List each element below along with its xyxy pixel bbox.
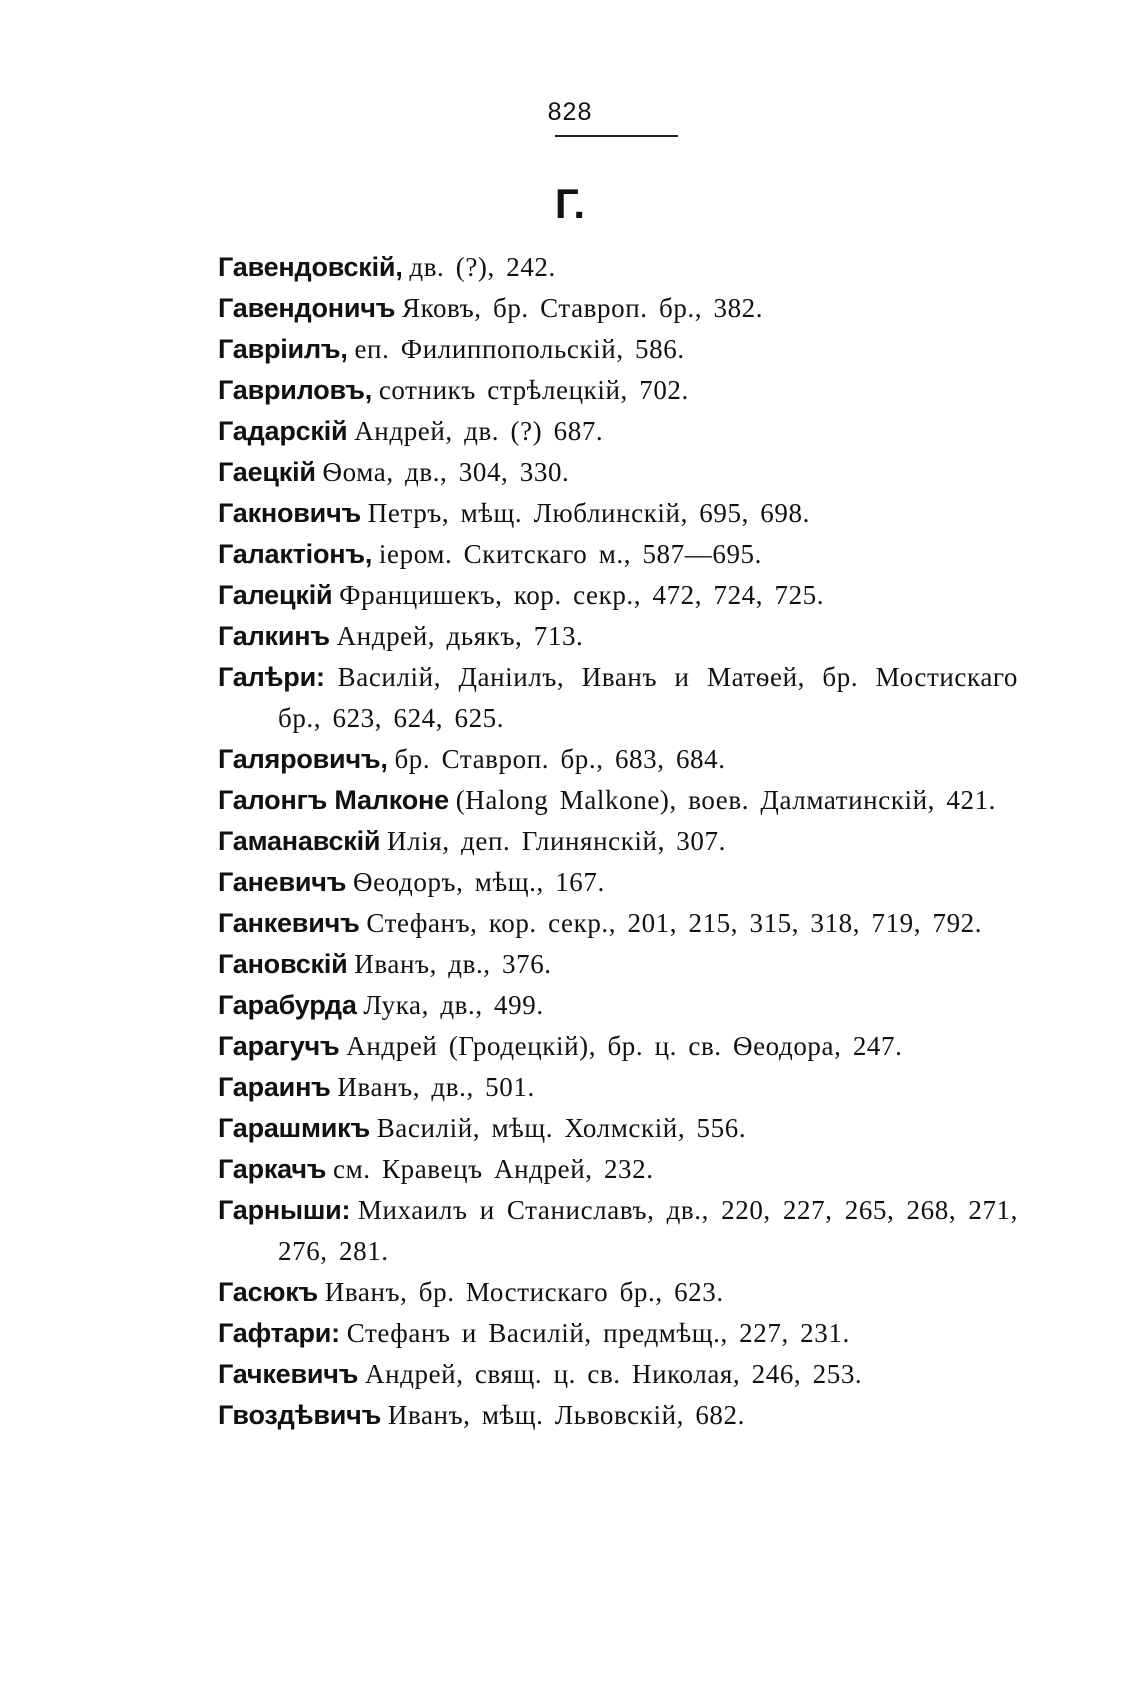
index-entry: [218, 862, 1018, 903]
index-entry: [218, 452, 1018, 493]
entry-details: дв. (?), 242.: [409, 252, 556, 282]
entry-name: Гарагучъ: [218, 1031, 340, 1061]
entry-details: Михаилъ и Станиславъ, дв., 220, 227, 265, 268, 271, 276, 281.: [278, 1195, 1018, 1266]
entry-details: Ѳеодоръ, мѣщ., 167.: [353, 867, 605, 897]
section-letter: Г.: [554, 180, 586, 227]
index-entry: [218, 411, 1018, 452]
index-entry: [218, 1395, 1018, 1436]
entry-name: Галактіонъ,: [218, 539, 373, 569]
index-entry: [218, 944, 1018, 985]
entry-name: Гаркачъ: [218, 1154, 327, 1184]
entry-name: Гафтари:: [218, 1318, 340, 1348]
entry-details: Василій, мѣщ. Холмскій, 556.: [376, 1113, 747, 1143]
entry-name: Галонгъ Малконе: [218, 785, 449, 815]
entry-details: сотникъ стрѣлецкій, 702.: [378, 375, 689, 405]
entry-name: Гвоздѣвичъ: [218, 1400, 382, 1430]
entry-details: см. Кравецъ Андрей, 232.: [333, 1154, 654, 1184]
index-entry: [218, 1190, 1018, 1272]
entry-name: Гарашмикъ: [218, 1113, 370, 1143]
entry-details: (Halong Malkone), воев. Далматинскій, 421.: [455, 785, 997, 815]
entry-details: еп. Филиппопольскій, 586.: [354, 334, 685, 364]
entry-details: Андрей, дьякъ, 713.: [336, 621, 584, 651]
entry-details: Иванъ, дв., 501.: [337, 1072, 535, 1102]
index-entry: [218, 288, 1018, 329]
page-number-rule: [555, 135, 678, 137]
index-entry: [218, 1026, 1018, 1067]
index-entry: [218, 821, 1018, 862]
index-entry: [218, 1313, 1018, 1354]
page-number: 828: [547, 98, 593, 126]
entry-name: Гарныши:: [218, 1195, 351, 1225]
index-entry: [218, 1067, 1018, 1108]
entry-details: Илія, деп. Глинянскій, 307.: [387, 826, 726, 856]
index-entry: [218, 739, 1018, 780]
index-entry: [218, 1272, 1018, 1313]
index-entry: [218, 903, 1018, 944]
entry-name: Галѣри:: [218, 662, 325, 692]
index-entry: [218, 575, 1018, 616]
entry-name: Гадарскій: [218, 416, 348, 446]
entry-name: Галецкій: [218, 580, 333, 610]
entry-name: Гавендовскій,: [218, 252, 403, 282]
entry-name: Гасюкъ: [218, 1277, 319, 1307]
entry-name: Галкинъ: [218, 621, 330, 651]
index-entry: [218, 616, 1018, 657]
entry-details: Петръ, мѣщ. Люблинскій, 695, 698.: [367, 498, 810, 528]
entry-name: Гавріилъ,: [218, 334, 348, 364]
entry-details: Стефанъ и Василій, предмѣщ., 227, 231.: [346, 1318, 850, 1348]
entry-name: Ганевичъ: [218, 867, 347, 897]
index-entry: [218, 1149, 1018, 1190]
entry-name: Гавендоничъ: [218, 293, 396, 323]
index-entry: [218, 329, 1018, 370]
index-entry: [218, 534, 1018, 575]
entry-details: Стефанъ, кор. секр., 201, 215, 315, 318, 719, 792.: [366, 908, 983, 938]
entry-details: Ѳома, дв., 304, 330.: [322, 457, 570, 487]
entry-details: Иванъ, бр. Мостискаго бр., 623.: [324, 1277, 724, 1307]
entry-name: Гаецкій: [218, 457, 316, 487]
entry-name: Ганкевичъ: [218, 908, 360, 938]
index-entry: [218, 370, 1018, 411]
entry-details: Иванъ, мѣщ. Львовскій, 682.: [387, 1400, 745, 1430]
entry-name: Гаманавскій: [218, 826, 381, 856]
index-entry: [218, 1354, 1018, 1395]
entry-name: Гараинъ: [218, 1072, 331, 1102]
index-entry: [218, 1108, 1018, 1149]
index-entry: [218, 985, 1018, 1026]
index-entry: [218, 780, 1018, 821]
entry-name: Гакновичъ: [218, 498, 362, 528]
entry-details: Лука, дв., 499.: [363, 990, 544, 1020]
index-entry: [218, 247, 1018, 288]
entry-name: Гавриловъ,: [218, 375, 373, 405]
entry-details: Андрей (Гродецкій), бр. ц. св. Ѳеодора, 247.: [346, 1031, 903, 1061]
entry-name: Гачкевичъ: [218, 1359, 359, 1389]
entry-details: Иванъ, дв., 376.: [354, 949, 552, 979]
entry-details: Яковъ, бр. Ставроп. бр., 382.: [401, 293, 764, 323]
entry-details: Василій, Даніилъ, Иванъ и Матѳей, бр. Мостискаго бр., 623, 624, 625.: [278, 662, 1018, 733]
entry-name: Гановскій: [218, 949, 348, 979]
entry-details: іером. Скитскаго м., 587—695.: [378, 539, 762, 569]
entry-details: бр. Ставроп. бр., 683, 684.: [394, 744, 726, 774]
index-entries: [218, 247, 1018, 1436]
index-entry: [218, 657, 1018, 739]
entry-details: Францишекъ, кор. секр., 472, 724, 725.: [339, 580, 825, 610]
entry-details: Андрей, свящ. ц. св. Николая, 246, 253.: [365, 1359, 863, 1389]
entry-details: Андрей, дв. (?) 687.: [354, 416, 604, 446]
entry-name: Галяровичъ,: [218, 744, 388, 774]
index-entry: [218, 493, 1018, 534]
entry-name: Гарабурда: [218, 990, 357, 1020]
